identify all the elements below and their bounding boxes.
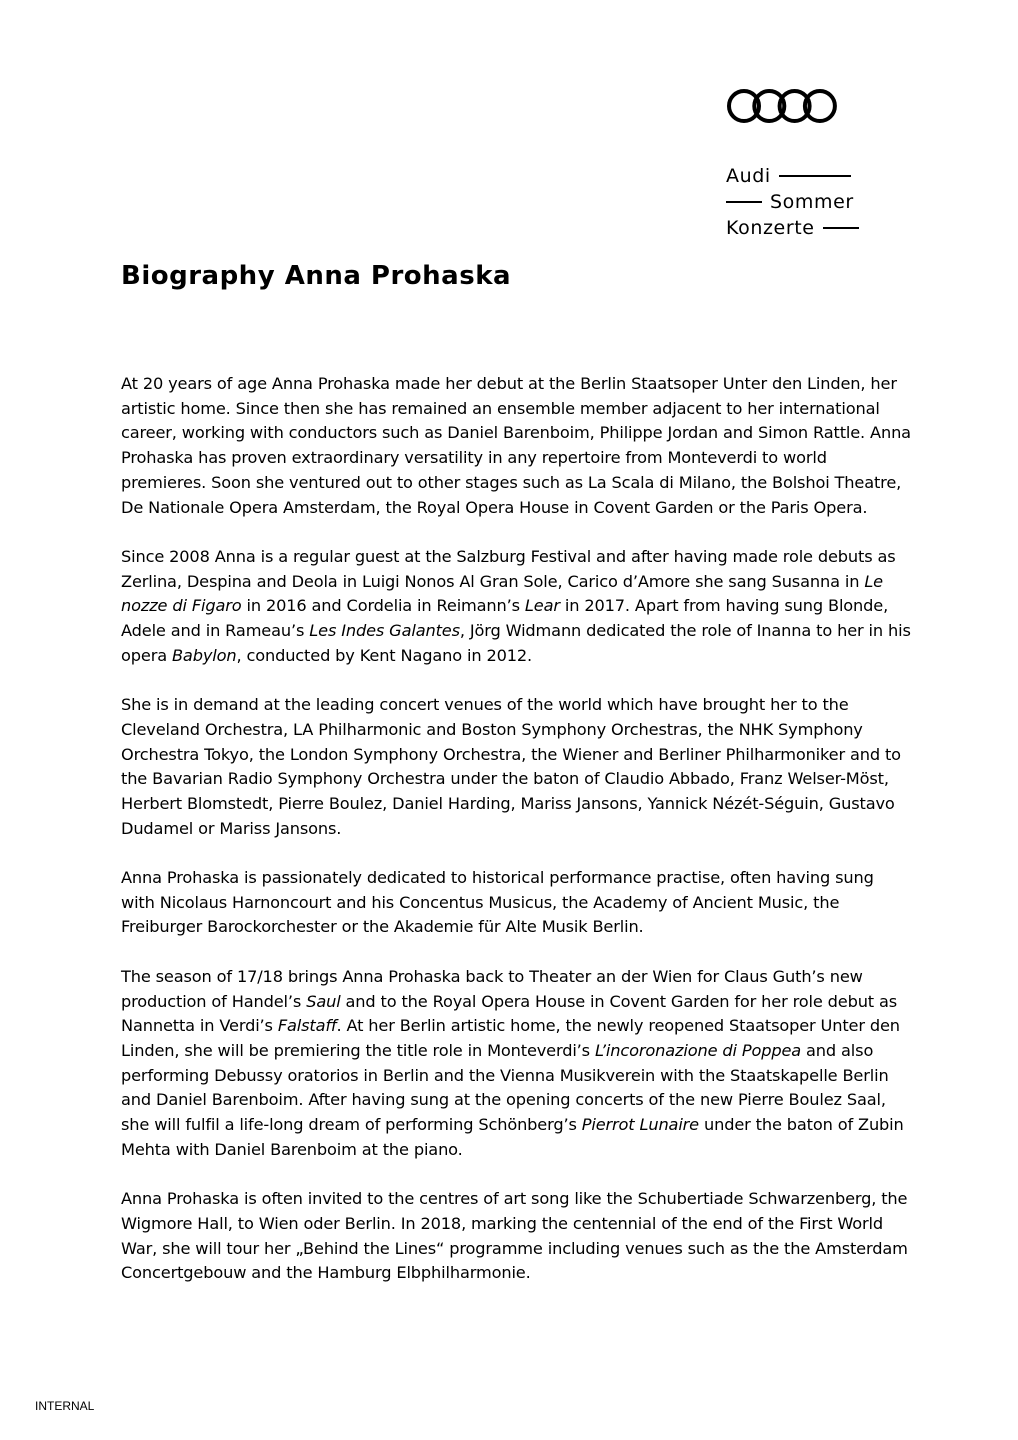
work-title: L’incoronazione di Poppea: [594, 1040, 802, 1060]
text-run: and to the Royal Opera House in Covent Garden for her role debut as Nannetta in Verdi’s: [121, 991, 898, 1036]
biography-paragraph-2: [121, 545, 911, 669]
text-run: Since 2008 Anna is a regular guest at the Salzburg Festival and after having made role debuts as Zerlina, Despina and Deola in Luigi Nonos Al Gran Sole, Carico d’Amore she sang Susanna in: [121, 546, 896, 591]
wordmark-rule: [823, 227, 859, 229]
wordmark-rule: [726, 201, 762, 203]
work-title: Falstaff: [277, 1016, 337, 1036]
series-name-line-1: [726, 163, 901, 189]
text-run: , conducted by Kent Nagano in 2012.: [236, 645, 533, 665]
biography-paragraph-5: [121, 965, 911, 1163]
text-run: in 2016 and Cordelia in Reimann’s: [241, 596, 525, 616]
text-run: and also performing Debussy oratorios in Berlin and the Vienna Musikverein with the Staatskapelle Berlin and Daniel Barenboim. After having sung at the opening concerts of the new Pierre Boulez Saal, she will fulfil a life-long dream of performing Schönberg’s: [121, 1040, 889, 1135]
biography-body: [121, 372, 911, 1311]
series-name-word-sommer: Sommer: [770, 191, 854, 213]
series-name-line-3: [726, 215, 901, 241]
series-name-wordmark: [726, 163, 901, 241]
work-title: Babylon: [171, 645, 237, 665]
work-title: Lear: [524, 596, 560, 616]
text-run: The season of 17/18 brings Anna Prohaska back to Theater an der Wien for Claus Guth’s new production of Handel’s: [121, 966, 863, 1011]
text-run: under the baton of Zubin Mehta with Daniel Barenboim at the piano.: [121, 1115, 904, 1159]
work-title: Pierrot Lunaire: [581, 1115, 699, 1135]
text-run: . At her Berlin artistic home, the newly reopened Staatsoper Unter den Linden, she will be premiering the title role in Monteverdi’s: [121, 1016, 900, 1060]
work-title: Les Indes Galantes: [309, 621, 460, 641]
text-run: , Jörg Widmann dedicated the role of Inanna to her in his opera: [121, 621, 911, 665]
series-name-word-konzerte: Konzerte: [726, 217, 815, 239]
biography-paragraph-3: She is in demand at the leading concert venues of the world which have brought her to the Cleveland Orchestra, LA Philharmonic and Boston Symphony Orchestras, the NHK Symphony Orchestra Tokyo, the London Symphony Orchestra, the Wiener and Berliner Philharmoniker and to the Bavarian Radio Symphony Orchestra under the baton of Claudio Abbado, Franz Welser-Möst, Herbert Blomstedt, Pierre Boulez, Daniel Harding, Mariss Jansons, Yannick Nézét-Séguin, Gustavo Dudamel or Mariss Jansons.: [121, 695, 901, 838]
classification-label: INTERNAL: [35, 1399, 95, 1413]
biography-paragraph-4: Anna Prohaska is passionately dedicated to historical performance practise, often having sung with Nicolaus Harnoncourt and his Concentus Musicus, the Academy of Ancient Music, the Freiburger Barockorchester or the Akademie für Alte Musik Berlin.: [121, 868, 874, 937]
series-name-word-audi: Audi: [726, 165, 771, 187]
work-title: Saul: [306, 991, 341, 1011]
series-name-line-2: [726, 189, 901, 215]
work-title: Le nozze di Figaro: [121, 571, 883, 616]
document-title: Biography Anna Prohaska: [121, 261, 512, 291]
biography-paragraph-6: Anna Prohaska is often invited to the centres of art song like the Schubertiade Schwarzenberg, the Wigmore Hall, to Wien oder Berlin. In 2018, marking the centennial of the end of the First World War, she will tour her „Behind the Lines“ programme including venues such as the the Amsterdam Concertgebouw and the Hamburg Elbphilharmonie.: [121, 1189, 908, 1283]
wordmark-rule: [779, 175, 851, 177]
audi-four-rings-icon: [726, 87, 838, 125]
biography-paragraph-1: At 20 years of age Anna Prohaska made her debut at the Berlin Staatsoper Unter den Linden, her artistic home. Since then she has remained an ensemble member adjacent to her international career, working with conductors such as Daniel Barenboim, Philippe Jordan and Simon Rattle. Anna Prohaska has proven extraordinary versatility in any repertoire from Monteverdi to world premieres. Soon she ventured out to other stages such as La Scala di Milano, the Bolshoi Theatre, De Nationale Opera Amsterdam, the Royal Opera House in Covent Garden or the Paris Opera.: [121, 374, 911, 517]
text-run: in 2017. Apart from having sung Blonde, Adele and in Rameau’s: [121, 596, 889, 641]
